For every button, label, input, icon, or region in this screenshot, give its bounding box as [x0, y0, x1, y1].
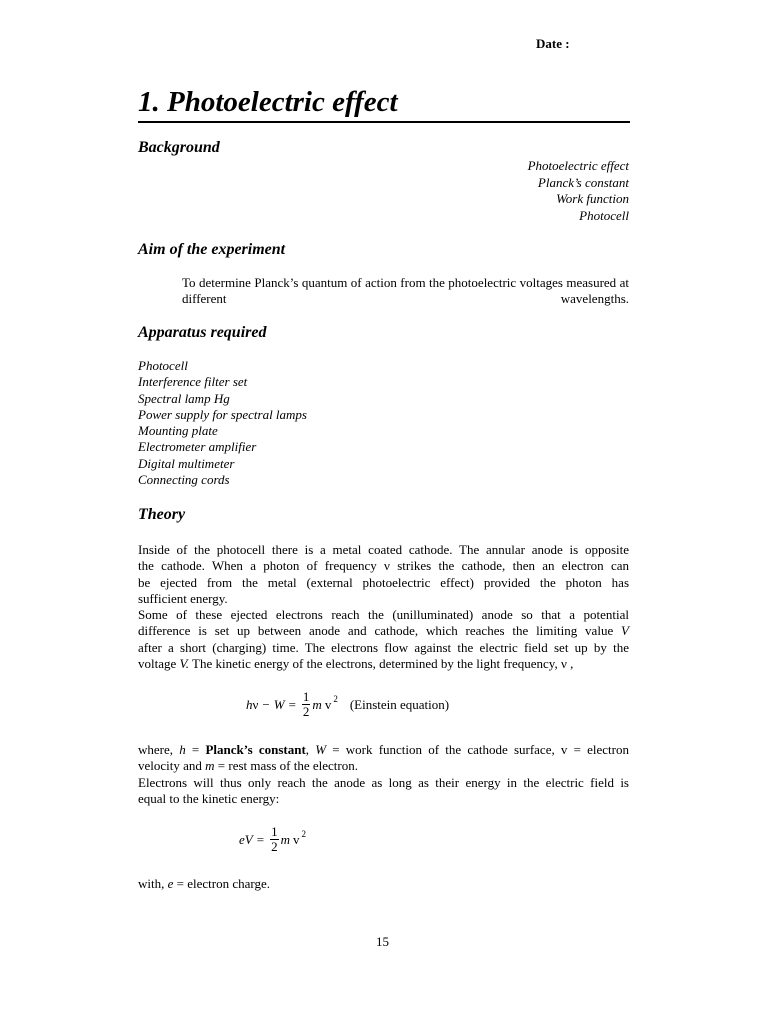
paragraph-line: where, h = Planck’s constant, W = work function of the cathode surface, v = electron [138, 742, 630, 757]
paragraph-line: Some of these ejected electrons reach the (unilluminated) anode so that a potential [138, 607, 629, 622]
date-label: Date : [536, 36, 570, 51]
page-title: 1. Photoelectric effect [138, 86, 398, 118]
apparatus-item: Power supply for spectral lamps [138, 406, 307, 422]
apparatus-item: Mounting plate [138, 423, 218, 439]
paragraph-line: sufficient energy. [138, 590, 228, 606]
equation-label: (Einstein equation) [349, 696, 450, 712]
title-rule [138, 121, 630, 123]
aim-heading: Aim of the experiment [138, 241, 286, 258]
paragraph-line: voltage V. The kinetic energy of the electrons, determined by the light frequency, ν , [138, 655, 574, 671]
background-heading: Background [138, 139, 220, 156]
keyword-item: Planck’s constant [537, 174, 629, 190]
keyword-list [528, 158, 629, 224]
keyword-item: Work function [556, 191, 629, 206]
theory-paragraph-2 [138, 607, 629, 672]
theory-paragraph-4 [138, 876, 629, 892]
apparatus-item: Spectral lamp Hg [138, 390, 230, 406]
paragraph-line: equal to the kinetic energy: [138, 790, 280, 806]
apparatus-item: Connecting cords [138, 472, 230, 488]
paragraph-line: with, e = electron charge. [138, 876, 271, 891]
apparatus-item: Photocell [138, 358, 188, 373]
apparatus-item: Digital multimeter [138, 455, 235, 471]
fraction: $\frac{1}{2}$ [271, 824, 278, 854]
paragraph-line: be ejected from the metal (external photoelectric effect) provided the photon has [138, 574, 629, 590]
apparatus-item: Electrometer amplifier [138, 439, 257, 455]
keyword-item: Photoelectric effect [527, 158, 629, 173]
einstein-equation: h ν − W = $\frac{1}{2}$ m v 2 (Einstein equation) [246, 689, 450, 719]
paragraph-line: Inside of the photocell there is a metal coated cathode. The annular anode is opposite [138, 542, 629, 557]
paragraph-line: difference is set up between anode and cathode, which reaches the limiting value V [138, 623, 629, 639]
apparatus-item: Interference filter set [138, 374, 248, 390]
apparatus-list [138, 358, 307, 488]
theory-heading: Theory [138, 506, 186, 523]
fraction: $\frac{1}{2}$ [302, 689, 310, 719]
paragraph-line: the cathode. When a photon of frequency ν strikes the cathode, then an electron can [138, 558, 629, 574]
apparatus-heading: Apparatus required [138, 324, 267, 341]
theory-paragraph-3 [138, 742, 629, 807]
aim-text: To determine Planck’s quantum of action from the photoelectric voltages measured at different wavelengths. [182, 275, 629, 306]
paragraph-line: velocity and m = rest mass of the electron. [138, 758, 358, 774]
keyword-item: Photocell [579, 207, 629, 223]
paragraph-line: Electrons will thus only reach the anode as long as their energy in the electric field is [138, 774, 629, 790]
page-number: 15 [376, 934, 389, 949]
theory-paragraph-1 [138, 542, 629, 607]
energy-equation: eV = $\frac{1}{2}$ m v 2 [239, 824, 306, 854]
paragraph-line: after a short (charging) time. The electrons flow against the electric field set up by the [138, 639, 629, 655]
